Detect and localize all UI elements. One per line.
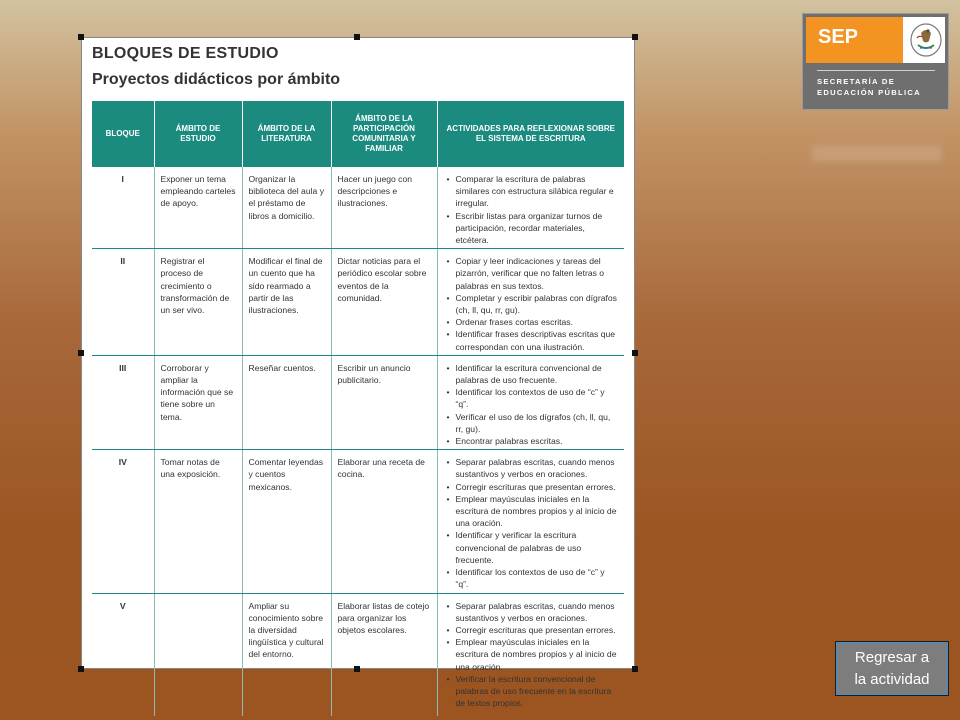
activity-item: • Completar y escribir palabras con dígrafos (ch, ll, qu, rr, gu). (456, 292, 619, 316)
activity-item: • Corregir escrituras que presentan errores. (456, 624, 619, 636)
activity-item: • Emplear mayúsculas iniciales en la escritura de nombres propios y al inicio de una oración. (456, 493, 619, 530)
table-row (92, 450, 624, 593)
cell-participacion: Escribir un anuncio publicitario. (331, 355, 437, 449)
activity-item: • Copiar y leer indicaciones y tareas del pizarrón, verificar que no falten letras o palabras en sus textos. (456, 255, 619, 292)
mexican-eagle-seal-icon (909, 21, 943, 59)
activity-item: • Encontrar palabras escritas. (456, 435, 619, 447)
cell-literatura: Reseñar cuentos. (242, 355, 331, 449)
resize-handle-middle-right (632, 350, 638, 356)
cell-actividades (437, 593, 624, 716)
table-row (92, 167, 624, 249)
table-header-row (92, 101, 624, 167)
cell-actividades (437, 167, 624, 249)
resize-handle-top-right (632, 34, 638, 40)
cell-participacion: Dictar noticias para el periódico escolar sobre eventos de la comunidad. (331, 249, 437, 356)
resize-handle-bottom-center (354, 666, 360, 672)
study-blocks-table (92, 101, 624, 716)
activity-item: • Identificar los contextos de uso de “c” y “q”. (456, 566, 619, 590)
header-ambito-participacion: ÁMBITO DE LA PARTICIPACIÓN COMUNITARIA Y FAMILIAR (331, 101, 437, 167)
table-row (92, 593, 624, 716)
activity-item: • Verificar la escritura convencional de palabras de uso frecuente en la escritura de textos propios. (456, 673, 619, 710)
document-subtitle: Proyectos didácticos por ámbito (92, 71, 341, 88)
activity-item: • Comparar la escritura de palabras similares con estructura silábica regular e irregular. (456, 173, 619, 210)
cell-bloque: IV (92, 450, 154, 593)
activity-item: • Ordenar frases cortas escritas. (456, 316, 619, 328)
cell-literatura: Ampliar su conocimiento sobre la diversidad lingüística y cultural del entorno. (242, 593, 331, 716)
header-ambito-literatura: ÁMBITO DE LA LITERATURA (242, 101, 331, 167)
header-bloque: BLOQUE (92, 101, 154, 167)
activity-item: • Escribir listas para organizar turnos de participación, recordar materiales, etcétera. (456, 210, 619, 247)
activity-item: • Emplear mayúsculas iniciales en la escritura de nombres propios y al inicio de una oración. (456, 636, 619, 673)
cell-participacion: Elaborar una receta de cocina. (331, 450, 437, 593)
sep-acronym: SEP (806, 17, 903, 63)
cell-bloque: III (92, 355, 154, 449)
cell-estudio (154, 593, 242, 716)
cell-bloque: V (92, 593, 154, 716)
activity-item: • Identificar la escritura convencional de palabras de uso frecuente. (456, 362, 619, 386)
resize-handle-middle-left (78, 350, 84, 356)
logo-caption (817, 76, 942, 98)
activity-item: • Verificar el uso de los dígrafos (ch, ll, qu, rr, gu). (456, 411, 619, 435)
activity-item: • Identificar frases descriptivas escritas que correspondan con una ilustración. (456, 328, 619, 352)
header-actividades: ACTIVIDADES PARA REFLEXIONAR SOBRE EL SISTEMA DE ESCRITURA (437, 101, 624, 167)
sep-logo (802, 13, 949, 110)
cell-participacion: Elaborar listas de cotejo para organizar los objetos escolares. (331, 593, 437, 716)
cell-participacion: Hacer un juego con descripciones e ilustraciones. (331, 167, 437, 249)
cell-estudio: Tomar notas de una exposición. (154, 450, 242, 593)
cell-literatura: Comentar leyendas y cuentos mexicanos. (242, 450, 331, 593)
logo-caption-line1: SECRETARÍA DE (817, 77, 896, 86)
activity-item: • Identificar y verificar la escritura convencional de palabras de uso frecuente. (456, 529, 619, 566)
resize-handle-bottom-left (78, 666, 84, 672)
cell-actividades (437, 249, 624, 356)
resize-handle-top-center (354, 34, 360, 40)
back-to-activity-button[interactable]: Regresar a la actividad (835, 641, 949, 696)
cell-literatura: Organizar la biblioteca del aula y el préstamo de libros a domicilio. (242, 167, 331, 249)
cell-actividades (437, 450, 624, 593)
document-title: BLOQUES DE ESTUDIO (92, 45, 279, 62)
activity-item: • Identificar los contextos de uso de “c” y “q”. (456, 386, 619, 410)
cell-bloque: II (92, 249, 154, 356)
table-row (92, 249, 624, 356)
activity-item: • Corregir escrituras que presentan errores. (456, 481, 619, 493)
activity-item: • Separar palabras escritas, cuando menos sustantivos y verbos en oraciones. (456, 600, 619, 624)
resize-handle-top-left (78, 34, 84, 40)
logo-reflection (812, 146, 942, 162)
cell-literatura: Modificar el final de un cuento que ha sido rearmado a partir de las ilustraciones. (242, 249, 331, 356)
resize-handle-bottom-right (632, 666, 638, 672)
cell-estudio: Exponer un tema empleando carteles de apoyo. (154, 167, 242, 249)
cell-bloque: I (92, 167, 154, 249)
activity-item: • Separar palabras escritas, cuando menos sustantivos y verbos en oraciones. (456, 456, 619, 480)
header-ambito-estudio: ÁMBITO DE ESTUDIO (154, 101, 242, 167)
logo-divider (817, 70, 935, 71)
table-row (92, 355, 624, 449)
logo-caption-line2: EDUCACIÓN PÚBLICA (817, 88, 921, 97)
logo-header (806, 17, 945, 63)
study-blocks-document (81, 37, 635, 709)
cell-estudio: Corroborar y ampliar la información que se tiene sobre un tema. (154, 355, 242, 449)
cell-actividades (437, 355, 624, 449)
cell-estudio: Registrar el proceso de crecimiento o transformación de un ser vivo. (154, 249, 242, 356)
